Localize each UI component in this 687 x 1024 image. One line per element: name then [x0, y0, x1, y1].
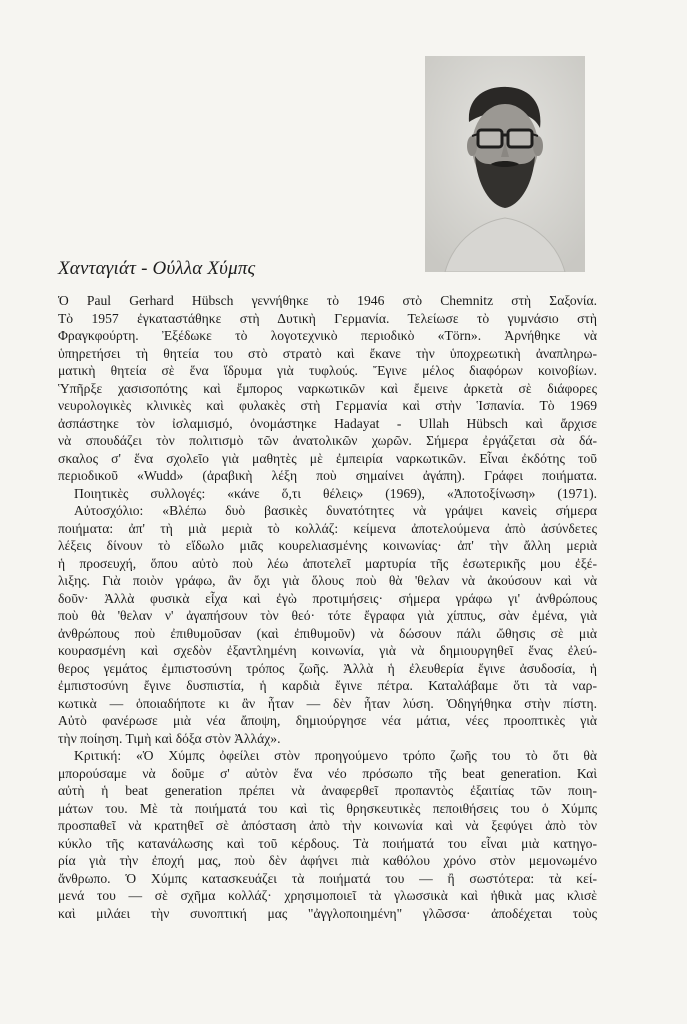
text-line: ματικὴ θητεία σὲ ἕνα ἵδρυμα γιὰ τυφλούς. Ἔγινε μέλος διαφόρων κοινοβίων. [58, 363, 597, 378]
text-line: δοῦν· Ἀλλὰ φυσικὰ εἶχα καὶ ἐγὼ προτιμήσεις· σήμερα γράφω γι' ἀνθρώπους [58, 590, 597, 606]
text-line: τὴν ποίηση. Τιμὴ καὶ δόξα στὸν Ἀλλάχ». [58, 730, 281, 746]
text-line: Ὁ Paul Gerhard Hübsch γεννήθηκε τὸ 1946 στὸ Chemnitz στὴ Σαξονία. [58, 293, 597, 308]
text-line: ποὺ θὰ 'θελαν ν' ἀγαπήσουν τὸν θεό· τότε ἔγραφα γιὰ χίππυς, σὰν ἐμένα, γιὰ [58, 608, 597, 623]
biography-text [58, 292, 597, 922]
text-line: μάτων του. Μὲ τὰ ποιήματά του καὶ τὶς θρησκευτικὲς πεποιθήσεις του ὁ Χύμπς [58, 800, 597, 816]
text-line: κουρασμένη καὶ σχεδὸν ἐξαντλημένη κοινωνία, γιὰ νὰ δημιουργηθεῖ ἕνας ἐλεύ- [58, 643, 597, 658]
author-portrait [425, 56, 585, 272]
text-line: ἡ προσευχή, ὅπου αὐτὸ ποὺ λέω ἀποτελεῖ μαρτυρία τῆς ἐσωτερικῆς μου ἐξέ- [58, 555, 597, 571]
text-line: καὶ μιλάει τὴν συνοπτική μας "ἀγγλοποιημένη" γλῶσσα· ἀποδέχεται τοὺς [58, 905, 597, 921]
text-line: νὰ σπουδάζει τὸν πολιτισμὸ τῶν ἀνατολικῶν χωρῶν. Σήμερα ἐργάζεται σὰ δά- [58, 433, 597, 448]
text-line: κωτικὰ — ὁποιαδήποτε κι ἂν ἦταν — δὲν ἦταν λύση. Ὁδηγήθηκα στὴν πίστη. [58, 695, 597, 711]
text-line: Αὐτοσχόλιο: «Βλέπω δυὸ βασικὲς δυνατότητες νὰ γράψει κανεὶς σήμερα [74, 503, 597, 518]
text-line: αὐτὴ ἡ beat generation πρέπει νὰ ἀναφερθεῖ προπαντὸς ἐξαιτίας τῶν ποιη- [58, 783, 597, 798]
text-line: Φραγκφούρτη. Ἐξέδωκε τὸ λογοτεχνικὸ περιοδικὸ «Törn». Ἀρνήθηκε νὰ [58, 328, 597, 343]
text-line: Τὸ 1957 ἐγκαταστάθηκε στὴ Δυτικὴ Γερμανία. Τελείωσε τὸ γυμνάσιο στὴ [58, 310, 597, 326]
text-line: ρία γιὰ τὴν ἐποχή μας, ποὺ δὲν ἀφήνει πιὰ καθόλου χρόνο στὸν μεμονωμένο [58, 853, 597, 868]
text-line: θερος γεμάτος ἐμπιστοσύνη τρόπος ζωῆς. Ἀλλὰ ἡ ἐλευθερία ἔγινε ἀσυδοσία, ἡ [58, 660, 597, 676]
text-line: μενά του — σὲ σχῆμα κολλάζ· χρησιμοποιεῖ τὰ γλωσσικὰ καὶ ἠθικὰ μας κλισὲ [58, 888, 597, 903]
text-line: Κριτική: «Ὁ Χύμπς ὀφείλει στὸν προηγούμενο τρόπο ζωῆς του τὸ ὅτι θὰ [74, 748, 597, 763]
text-line: ποιήματα: ἀπ' τὴ μιὰ μεριὰ τὸ κολλάζ: κείμενα ἀποτελούμενα ἀπὸ ἀσύνδετες [58, 520, 597, 536]
text-line: κύκλο τῆς κατανάλωσης καὶ τοῦ κέρδους. Τὰ ποιήματά του εἶναι μιὰ κατηγο- [58, 835, 597, 851]
text-line: Ποιητικὲς συλλογές: «κάνε ὅ,τι θέλεις» (1969), «Ἀποτοξίνωση» (1971). [74, 485, 597, 501]
text-line: ἀσπάστηκε τὸν ἰσλαμισμό, ὀνομάστηκε Hadayat - Ullah Hübsch καὶ ἄρχισε [58, 415, 597, 431]
text-line: μπορούσαμε νὰ δοῦμε σ' αὐτὸν ἕνα νέο πρόσωπο τῆς beat generation. Καὶ [58, 765, 597, 781]
text-line: λέξεις δίνουν τὸ εἴδωλο μιᾶς κουρελιασμένης κοινωνίας· ἀπ' τὴν ἄλλη μεριὰ [58, 538, 597, 553]
text-line: προσπαθεῖ νὰ κρατηθεῖ σὲ ἀπόσταση ἀπὸ τὴν κοινωνία καὶ νὰ ξεφύγει ἀπὸ τὸν [58, 818, 597, 833]
text-line: Αὐτὸ φανέρωσε μιὰ νέα ἄποψη, δημιούργησε νέα μάτια, νέες προοπτικὲς γιὰ [58, 713, 597, 728]
text-line: ἀνθρώπους ποὺ ἐπιθυμοῦσαν (καὶ ἐπιθυμοῦν) νὰ δώσουν πάλι ὤθησις σὲ μιὰ [58, 625, 597, 641]
author-name-heading: Χανταγιάτ - Ούλλα Χύμπς [58, 258, 256, 279]
text-line: ἐμπιστοσύνη ἔγινε δυσπιστία, ἡ καρδιὰ ἔγινε πέτρα. Καταλάβαμε ὅτι τὰ ναρ- [58, 678, 597, 693]
text-line: ὑπηρετήσει τὴ θητεία του στὸ στρατὸ καὶ ἔκανε τὴν ὑποχρεωτικὴ ἀναπληρω- [58, 345, 597, 361]
text-line: Ὑπῆρξε χασισοπότης καὶ ἔμπορος ναρκωτικῶν καὶ ἔμεινε ἀρκετὰ σὲ διάφορες [58, 380, 597, 396]
text-line: λιξης. Γιὰ ποιὸν γράφω, ἂν ὄχι γιὰ ὅλους ποὺ θὰ 'θελαν νὰ ἀκούσουν καὶ νὰ [58, 573, 597, 588]
text-line: νευρολογικὲς κλινικὲς καὶ φυλακὲς στὴ Γερμανία καὶ στὴν Ἱσπανία. Τὸ 1969 [58, 398, 597, 413]
text-line: σκαλος σ' ἕνα σχολεῖο γιὰ μαθητὲς μὲ ἐμπειρία ναρκωτικῶν. Εἶναι ἐκδότης τοῦ [58, 450, 597, 466]
text-line: περιοδικοῦ «Wudd» (ἀραβικὴ λέξη ποὺ σημαίνει ἀγάπη). Γράφει ποιήματα. [58, 468, 597, 483]
text-line: ἄνθρωπο. Ὁ Χύμπς κατασκευάζει τὰ ποιήματά του — ἢ σωστότερα: τὰ κεί- [58, 870, 597, 886]
